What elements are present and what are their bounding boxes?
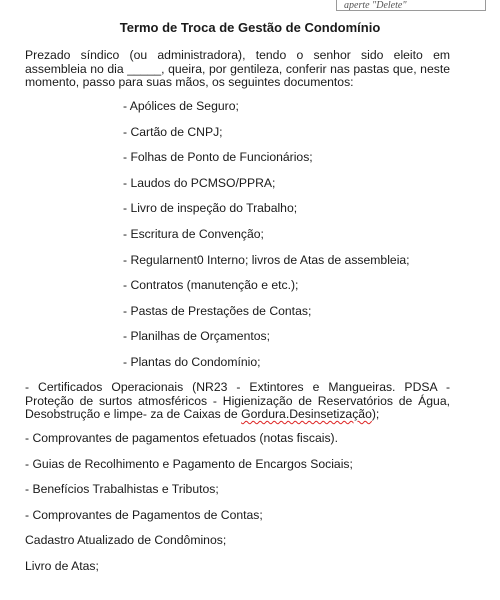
misspelled-word: Gordura.Desinsetização bbox=[241, 407, 372, 421]
delete-hint-box: aperte "Delete" bbox=[336, 0, 486, 11]
paragraph-livro-atas: Livro de Atas; bbox=[25, 559, 99, 573]
document-title: Termo de Troca de Gestão de Condomínio bbox=[119, 20, 381, 35]
list-item: - Cartão de CNPJ; bbox=[123, 124, 223, 139]
list-item: - Planilhas de Orçamentos; bbox=[123, 329, 270, 344]
list-item: - Folhas de Ponto de Funcionários; bbox=[123, 150, 313, 165]
list-item: - Apólices de Seguro; bbox=[123, 99, 239, 113]
certificados-closing: ); bbox=[371, 407, 380, 421]
list-item: - Plantas do Condomínio; bbox=[123, 354, 261, 369]
paragraph-comprovantes-pagamentos: - Comprovantes de pagamentos efetuados (notas fiscais). bbox=[25, 431, 338, 445]
list-item: - Livro de inspeção do Trabalho; bbox=[123, 201, 298, 216]
paragraph-beneficios: - Benefícios Trabalhistas e Tributos; bbox=[25, 482, 219, 496]
certificados-paragraph bbox=[25, 381, 450, 422]
list-item: - Escritura de Convenção; bbox=[123, 226, 264, 241]
intro-paragraph: Prezado síndico (ou administradora), tendo o senhor sido eleito em assembleia no dia _____, queira, por gentileza, conferir nas pastas que, neste momento, passo para suas mãos, os seguintes documentos: bbox=[25, 48, 450, 89]
list-item: - Pastas de Prestações de Contas; bbox=[123, 303, 312, 318]
paragraph-comprovantes-contas: - Comprovantes de Pagamentos de Contas; bbox=[25, 508, 263, 522]
list-item: - Laudos do PCMSO/PPRA; bbox=[123, 175, 276, 190]
list-item: - Regularnent0 Interno; livros de Atas de assembleia; bbox=[123, 252, 410, 267]
certificados-text: - Certificados Operacionais (NR23 - Extintores e Mangueiras. PDSA - Proteção de surtos atmosféricos - Higienização de Reservatórios de Água, Desobstrução e limpe- za de Caixas de bbox=[25, 380, 450, 421]
document-checklist bbox=[123, 98, 410, 380]
paragraph-guias-recolhimento: - Guias de Recolhimento e Pagamento de Encargos Sociais; bbox=[25, 457, 353, 471]
list-item: - Contratos (manutenção e etc.); bbox=[123, 278, 299, 293]
paragraph-cadastro: Cadastro Atualizado de Condôminos; bbox=[25, 533, 227, 547]
